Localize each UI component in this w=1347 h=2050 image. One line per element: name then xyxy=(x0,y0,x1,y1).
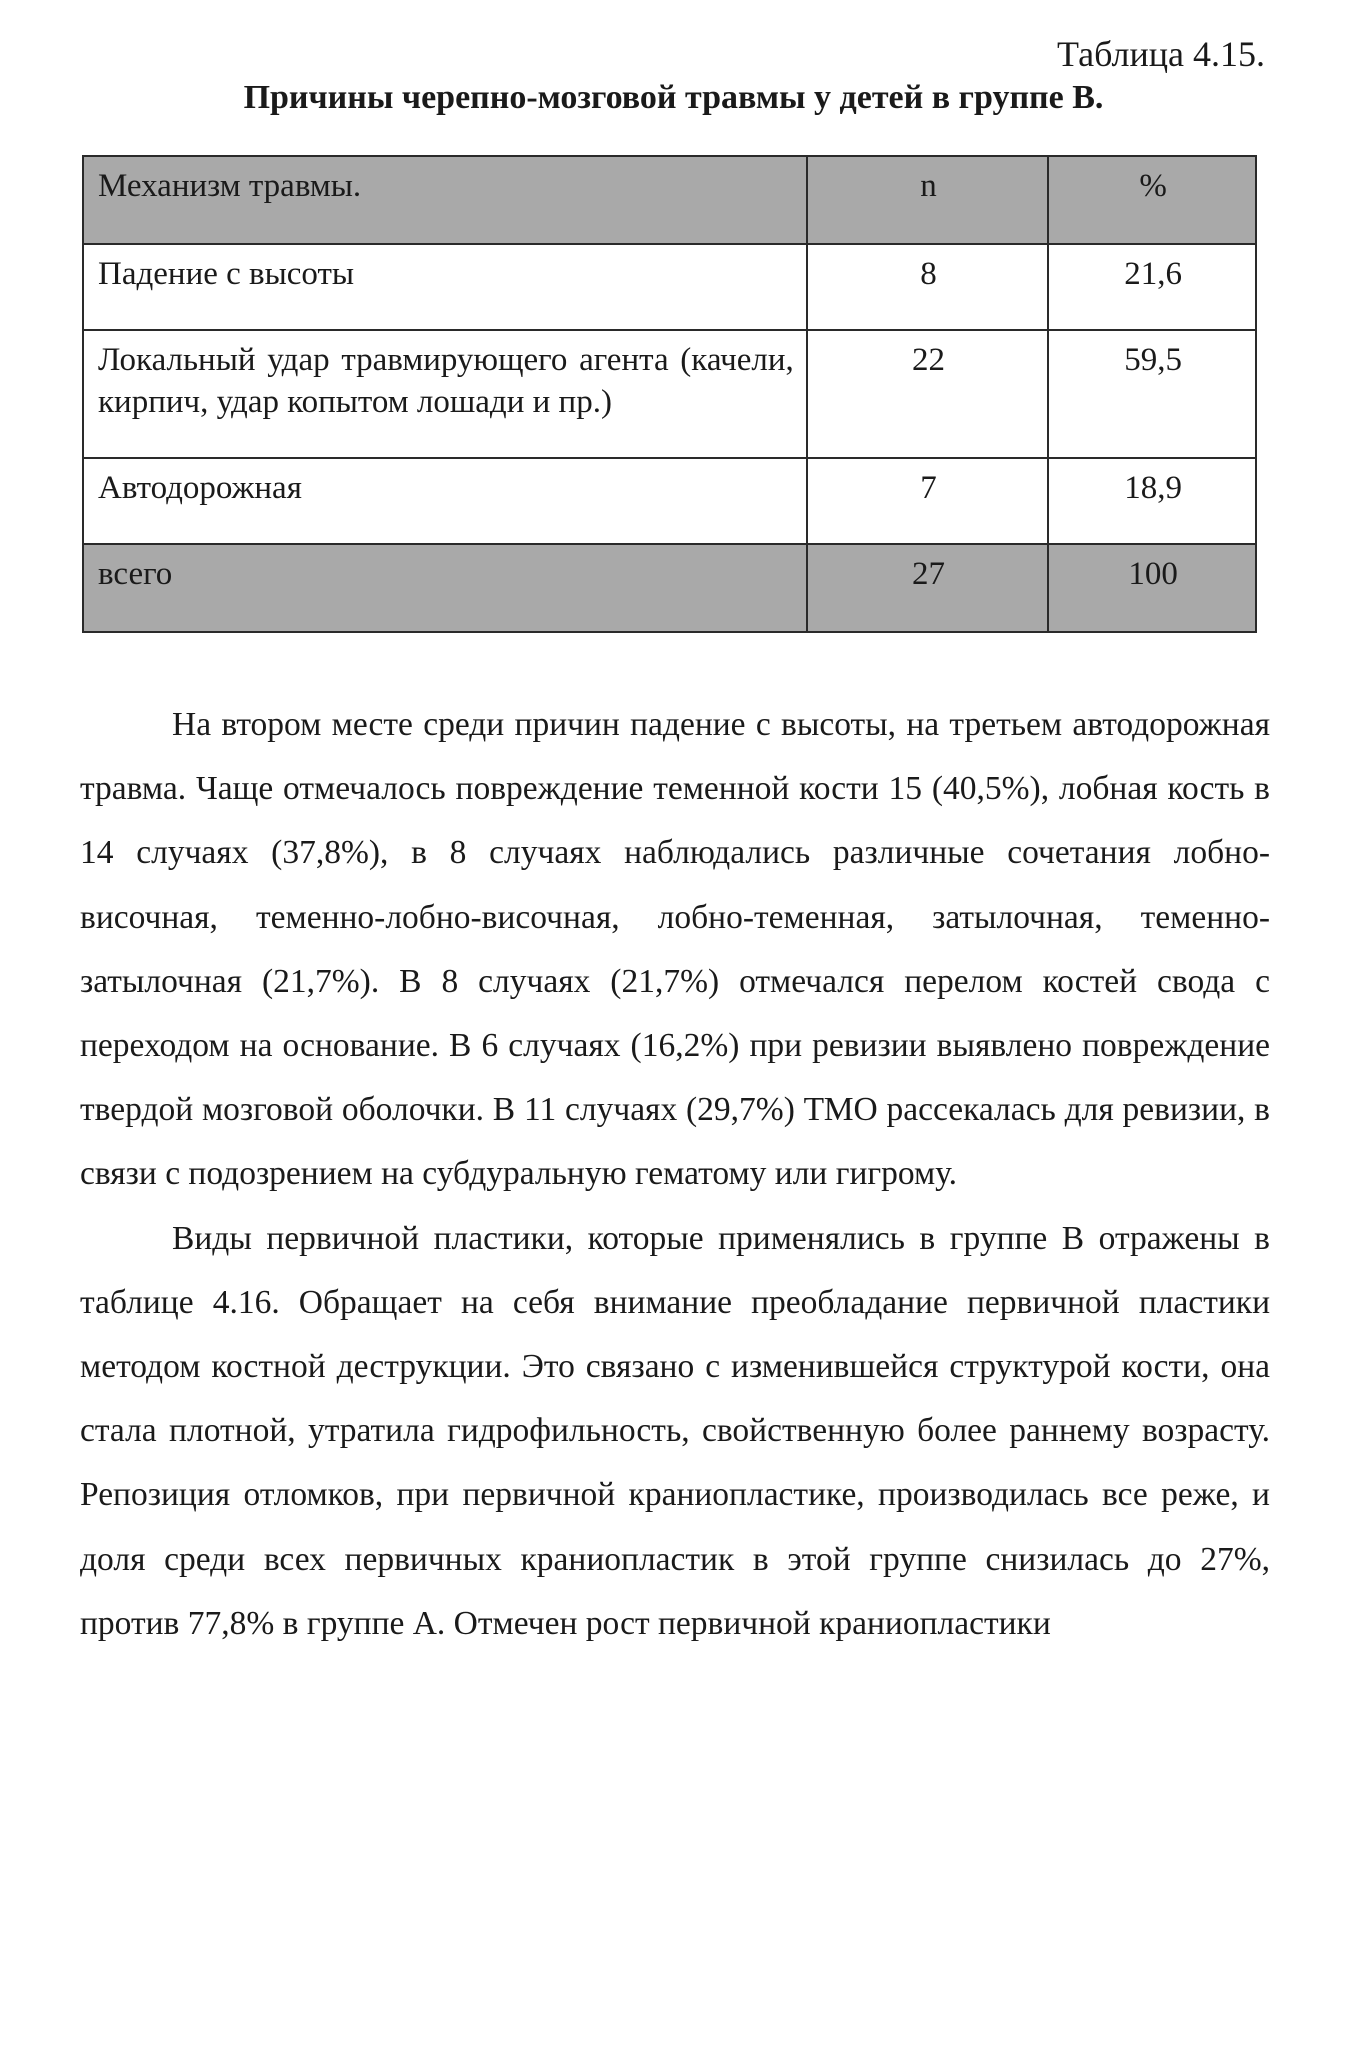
table-row xyxy=(83,244,1256,330)
cell-percent: 59,5 xyxy=(1048,330,1256,458)
total-label: всего xyxy=(83,544,807,632)
cell-percent: 18,9 xyxy=(1048,458,1256,544)
table-row xyxy=(83,458,1256,544)
table-number: Таблица 4.15. xyxy=(1057,34,1265,74)
total-percent: 100 xyxy=(1048,544,1256,632)
cell-n: 8 xyxy=(807,244,1049,330)
table-total-row xyxy=(83,544,1256,632)
header-n: n xyxy=(807,156,1049,244)
cell-mechanism: Автодорожная xyxy=(83,458,807,544)
cell-n: 7 xyxy=(807,458,1049,544)
paragraph: На втором месте среди причин падение с высоты, на третьем автодорожная травма. Чаще отмечалось повреждение теменной кости 15 (40,5%), лобная кость в 14 случаях (37,8%), в 8 случаях наблюдались различные сочетания лобно-височная, теменно-лобно-височная, лобно-теменная, затылочная, теменно-затылочная (21,7%). В 8 случаях (21,7%) отмечался перелом костей свода с переходом на основание. В 6 случаях (16,2%) при ревизии выявлено повреждение твердой мозговой оболочки. В 11 случаях (29,7%) ТМО рассекалась для ревизии, в связи с подозрением на субдуральную гематому или гигрому. xyxy=(80,706,1270,1193)
paragraph: Виды первичной пластики, которые применялись в группе В отражены в таблице 4.16. Обращает на себя внимание преобладание первичной пластики методом костной деструкции. Это связано с изменившейся структурой кости, она стала плотной, утратила гидрофильность, свойственную более раннему возрасту. Репозиция отломков, при первичной краниопластике, производилась все реже, и доля среди всех первичных краниопластик в этой группе снизилась до 27%, против 77,8% в группе А. Отмечен рост первичной краниопластики xyxy=(80,1219,1270,1642)
cell-n: 22 xyxy=(807,330,1049,458)
injury-causes-table xyxy=(82,155,1257,633)
cell-mechanism: Падение с высоты xyxy=(83,244,807,330)
header-percent: % xyxy=(1048,156,1256,244)
total-n: 27 xyxy=(807,544,1049,632)
table-row xyxy=(83,330,1256,458)
table-title: Причины черепно-мозговой травмы у детей в группе В. xyxy=(243,79,1104,116)
header-mechanism: Механизм травмы. xyxy=(83,156,807,244)
table-header-row xyxy=(83,156,1256,244)
cell-percent: 21,6 xyxy=(1048,244,1256,330)
cell-mechanism: Локальный удар травмирующего агента (качели, кирпич, удар копытом лошади и пр.) xyxy=(83,330,807,458)
body-text xyxy=(80,693,1270,1656)
